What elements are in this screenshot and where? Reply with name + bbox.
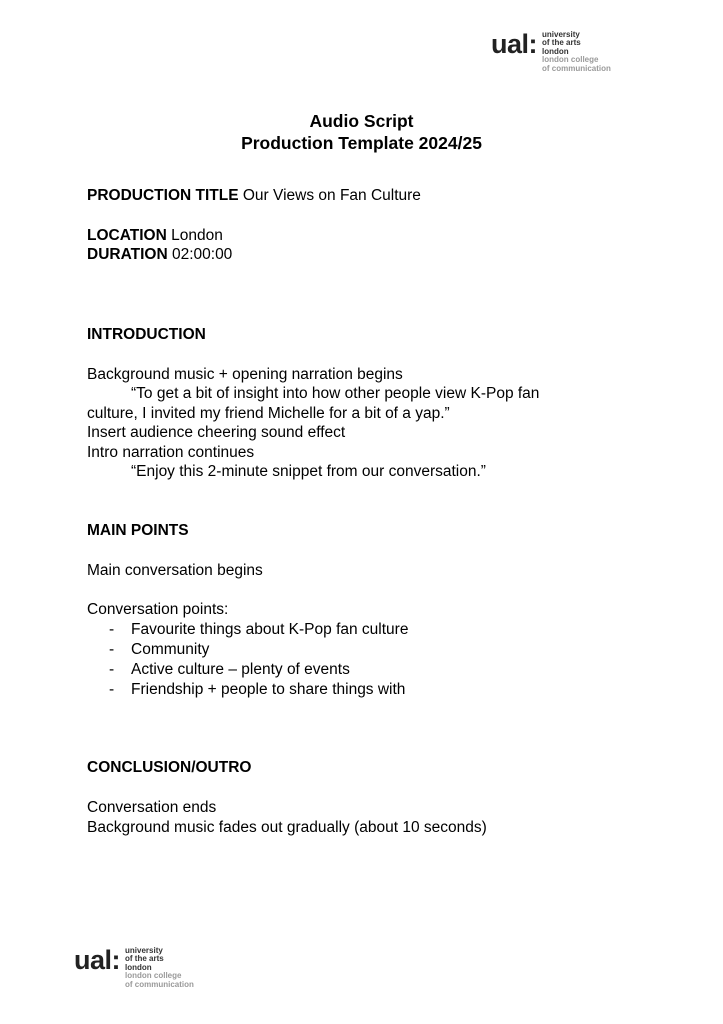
main-points-heading: MAIN POINTS <box>87 522 189 539</box>
duration-field <box>87 245 232 265</box>
intro-quote: “To get a bit of insight into how other people view K-Pop fan <box>131 385 540 402</box>
conclusion-line: Conversation ends <box>87 799 217 816</box>
ual-logo-bottom <box>74 947 194 989</box>
bullet-marker: - <box>109 641 115 658</box>
ual-logo-text <box>542 31 611 73</box>
document-title: Audio Script <box>309 111 414 131</box>
conclusion-line: Background music fades out gradually (about 10 seconds) <box>87 819 487 836</box>
logo-line: of the arts <box>125 954 164 964</box>
duration-label: DURATION <box>87 246 168 263</box>
location-field <box>87 226 223 246</box>
logo-line: london college <box>542 55 599 65</box>
logo-line: of communication <box>542 63 611 73</box>
bullet-marker: - <box>109 621 115 638</box>
main-points-line: Main conversation begins <box>87 562 263 579</box>
location-label: LOCATION <box>87 227 167 244</box>
list-item: Active culture – plenty of events <box>131 661 350 678</box>
logo-line: university <box>542 30 580 39</box>
intro-line: Insert audience cheering sound effect <box>87 424 346 441</box>
production-title-field <box>87 186 421 206</box>
logo-line: of the arts <box>542 38 581 48</box>
logo-line: london <box>125 962 152 972</box>
bullet-marker: - <box>109 661 115 678</box>
conclusion-heading: CONCLUSION/OUTRO <box>87 759 252 776</box>
ual-logo-top <box>491 31 611 73</box>
document-subtitle: Production Template 2024/25 <box>241 133 482 153</box>
list-item: Friendship + people to share things with <box>131 681 406 698</box>
ual-logo-mark: ual: <box>74 945 121 975</box>
ual-logo-text <box>125 947 194 989</box>
logo-line: university <box>125 946 163 955</box>
list-item: Community <box>131 641 210 658</box>
intro-line: Intro narration continues <box>87 444 255 461</box>
bullet-marker: - <box>109 681 115 698</box>
list-item: Favourite things about K-Pop fan culture <box>131 621 409 638</box>
production-title-value: Our Views on Fan Culture <box>242 187 421 204</box>
logo-line: london college <box>125 971 182 981</box>
main-points-line: Conversation points: <box>87 601 229 618</box>
location-value: London <box>171 227 223 244</box>
duration-value: 02:00:00 <box>171 246 233 263</box>
introduction-heading: INTRODUCTION <box>87 326 206 343</box>
intro-line: Background music + opening narration begins <box>87 366 403 383</box>
logo-line: of communication <box>125 979 194 989</box>
intro-quote-continued: culture, I invited my friend Michelle for a bit of a yap.” <box>87 405 450 422</box>
logo-line: london <box>542 46 569 56</box>
ual-logo-mark: ual: <box>491 29 538 59</box>
production-title-label: PRODUCTION TITLE <box>87 187 239 204</box>
intro-quote: “Enjoy this 2-minute snippet from our conversation.” <box>131 463 486 480</box>
